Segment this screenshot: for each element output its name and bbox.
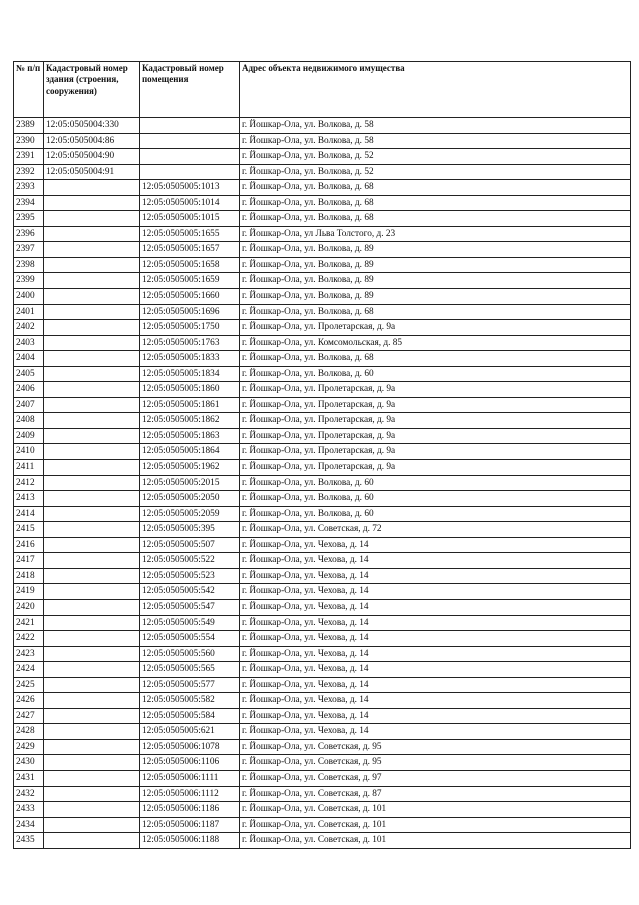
row-number-cell: 2399 xyxy=(14,273,44,289)
row-number-cell: 2435 xyxy=(14,833,44,849)
address-cell: г. Йошкар-Ола, ул. Волкова, д. 60 xyxy=(240,506,631,522)
room-cadastral-cell: 12:05:0505005:523 xyxy=(140,568,240,584)
address-cell: г. Йошкар-Ола, ул. Чехова, д. 14 xyxy=(240,631,631,647)
row-number-cell: 2397 xyxy=(14,242,44,258)
table-body xyxy=(14,118,631,849)
room-cadastral-cell: 12:05:0505006:1111 xyxy=(140,770,240,786)
address-cell: г. Йошкар-Ола, ул. Советская, д. 95 xyxy=(240,755,631,771)
table-row xyxy=(14,397,631,413)
address-cell: г. Йошкар-Ола, ул. Волкова, д. 68 xyxy=(240,304,631,320)
room-cadastral-cell: 12:05:0505005:2050 xyxy=(140,491,240,507)
row-number-cell: 2412 xyxy=(14,475,44,491)
address-cell: г. Йошкар-Ола, ул. Волкова, д. 89 xyxy=(240,257,631,273)
row-number-cell: 2429 xyxy=(14,739,44,755)
building-cadastral-cell xyxy=(44,631,140,647)
room-cadastral-cell: 12:05:0505005:2059 xyxy=(140,506,240,522)
row-number-cell: 2431 xyxy=(14,770,44,786)
room-cadastral-cell xyxy=(140,164,240,180)
row-number-cell: 2400 xyxy=(14,289,44,305)
room-cadastral-cell: 12:05:0505005:1763 xyxy=(140,335,240,351)
building-cadastral-cell xyxy=(44,289,140,305)
building-cadastral-cell xyxy=(44,195,140,211)
table-row xyxy=(14,149,631,165)
address-cell: г. Йошкар-Ола, ул. Пролетарская, д. 9а xyxy=(240,320,631,336)
building-cadastral-cell xyxy=(44,522,140,538)
table-row xyxy=(14,460,631,476)
building-cadastral-cell: 12:05:0505004:86 xyxy=(44,133,140,149)
room-cadastral-cell: 12:05:0505005:547 xyxy=(140,599,240,615)
building-cadastral-cell xyxy=(44,273,140,289)
address-cell: г. Йошкар-Ола, ул. Волкова, д. 68 xyxy=(240,351,631,367)
address-cell: г. Йошкар-Ола, ул. Волкова, д. 60 xyxy=(240,475,631,491)
building-cadastral-cell xyxy=(44,662,140,678)
address-cell: г. Йошкар-Ола, ул. Волкова, д. 89 xyxy=(240,289,631,305)
building-cadastral-cell xyxy=(44,491,140,507)
building-cadastral-cell xyxy=(44,584,140,600)
address-cell: г. Йошкар-Ола, ул. Советская, д. 101 xyxy=(240,833,631,849)
row-number-cell: 2411 xyxy=(14,460,44,476)
table-row xyxy=(14,817,631,833)
table-row xyxy=(14,133,631,149)
address-cell: г. Йошкар-Ола, ул. Волкова, д. 68 xyxy=(240,180,631,196)
row-number-cell: 2396 xyxy=(14,226,44,242)
room-cadastral-cell: 12:05:0505005:542 xyxy=(140,584,240,600)
building-cadastral-cell xyxy=(44,568,140,584)
room-cadastral-cell: 12:05:0505005:1862 xyxy=(140,413,240,429)
room-cadastral-cell: 12:05:0505005:582 xyxy=(140,693,240,709)
room-cadastral-cell: 12:05:0505005:1655 xyxy=(140,226,240,242)
building-cadastral-cell xyxy=(44,180,140,196)
building-cadastral-cell xyxy=(44,304,140,320)
table-row xyxy=(14,615,631,631)
building-cadastral-cell xyxy=(44,320,140,336)
building-cadastral-cell xyxy=(44,817,140,833)
table-row xyxy=(14,599,631,615)
property-registry-table xyxy=(13,61,631,849)
table-row xyxy=(14,211,631,227)
room-cadastral-cell: 12:05:0505006:1188 xyxy=(140,833,240,849)
address-cell: г. Йошкар-Ола, ул. Пролетарская, д. 9а xyxy=(240,382,631,398)
room-cadastral-cell: 12:05:0505005:621 xyxy=(140,724,240,740)
building-cadastral-cell xyxy=(44,739,140,755)
table-row xyxy=(14,428,631,444)
table-row xyxy=(14,553,631,569)
table-row xyxy=(14,289,631,305)
row-number-cell: 2424 xyxy=(14,662,44,678)
building-cadastral-cell xyxy=(44,226,140,242)
row-number-cell: 2421 xyxy=(14,615,44,631)
room-cadastral-cell: 12:05:0505005:1659 xyxy=(140,273,240,289)
room-cadastral-cell: 12:05:0505005:577 xyxy=(140,677,240,693)
row-number-cell: 2398 xyxy=(14,257,44,273)
address-cell: г. Йошкар-Ола, ул. Волкова, д. 58 xyxy=(240,133,631,149)
row-number-cell: 2413 xyxy=(14,491,44,507)
row-number-cell: 2394 xyxy=(14,195,44,211)
room-cadastral-cell: 12:05:0505005:584 xyxy=(140,708,240,724)
address-cell: г. Йошкар-Ола, ул. Чехова, д. 14 xyxy=(240,646,631,662)
row-number-cell: 2419 xyxy=(14,584,44,600)
room-cadastral-cell: 12:05:0505005:554 xyxy=(140,631,240,647)
table-row xyxy=(14,770,631,786)
row-number-cell: 2422 xyxy=(14,631,44,647)
table-row xyxy=(14,273,631,289)
table-row xyxy=(14,491,631,507)
room-cadastral-cell: 12:05:0505006:1112 xyxy=(140,786,240,802)
table-row xyxy=(14,677,631,693)
building-cadastral-cell xyxy=(44,755,140,771)
building-cadastral-cell xyxy=(44,770,140,786)
table-row xyxy=(14,708,631,724)
table-row xyxy=(14,568,631,584)
table-row xyxy=(14,320,631,336)
address-cell: г. Йошкар-Ола, ул. Чехова, д. 14 xyxy=(240,584,631,600)
building-cadastral-cell xyxy=(44,211,140,227)
table-row xyxy=(14,195,631,211)
building-cadastral-cell xyxy=(44,351,140,367)
address-cell: г. Йошкар-Ола, ул. Чехова, д. 14 xyxy=(240,677,631,693)
table-row xyxy=(14,444,631,460)
row-number-cell: 2427 xyxy=(14,708,44,724)
table-row xyxy=(14,646,631,662)
room-cadastral-cell: 12:05:0505005:522 xyxy=(140,553,240,569)
room-cadastral-cell: 12:05:0505005:1833 xyxy=(140,351,240,367)
building-cadastral-cell xyxy=(44,693,140,709)
room-cadastral-cell xyxy=(140,118,240,134)
row-number-cell: 2425 xyxy=(14,677,44,693)
table-row xyxy=(14,739,631,755)
row-number-cell: 2395 xyxy=(14,211,44,227)
row-number-cell: 2393 xyxy=(14,180,44,196)
address-cell: г. Йошкар-Ола, ул. Волкова, д. 68 xyxy=(240,195,631,211)
row-number-cell: 2428 xyxy=(14,724,44,740)
header-row-number: № п/п xyxy=(14,62,44,118)
room-cadastral-cell: 12:05:0505005:1750 xyxy=(140,320,240,336)
row-number-cell: 2420 xyxy=(14,599,44,615)
room-cadastral-cell: 12:05:0505006:1187 xyxy=(140,817,240,833)
room-cadastral-cell: 12:05:0505005:395 xyxy=(140,522,240,538)
row-number-cell: 2407 xyxy=(14,397,44,413)
table-row xyxy=(14,755,631,771)
table-row xyxy=(14,226,631,242)
room-cadastral-cell: 12:05:0505005:1657 xyxy=(140,242,240,258)
address-cell: г. Йошкар-Ола, ул. Волкова, д. 60 xyxy=(240,491,631,507)
table-row xyxy=(14,724,631,740)
building-cadastral-cell xyxy=(44,460,140,476)
address-cell: г. Йошкар-Ола, ул. Чехова, д. 14 xyxy=(240,599,631,615)
building-cadastral-cell xyxy=(44,553,140,569)
row-number-cell: 2418 xyxy=(14,568,44,584)
address-cell: г. Йошкар-Ола, ул. Чехова, д. 14 xyxy=(240,724,631,740)
building-cadastral-cell xyxy=(44,537,140,553)
address-cell: г. Йошкар-Ола, ул Льва Толстого, д. 23 xyxy=(240,226,631,242)
building-cadastral-cell xyxy=(44,615,140,631)
table-row xyxy=(14,118,631,134)
table-row xyxy=(14,257,631,273)
address-cell: г. Йошкар-Ола, ул. Советская, д. 95 xyxy=(240,739,631,755)
table-row xyxy=(14,506,631,522)
row-number-cell: 2403 xyxy=(14,335,44,351)
room-cadastral-cell: 12:05:0505005:1696 xyxy=(140,304,240,320)
room-cadastral-cell: 12:05:0505005:1013 xyxy=(140,180,240,196)
building-cadastral-cell xyxy=(44,677,140,693)
table-row xyxy=(14,475,631,491)
header-room-cadastral: Кадастровый номер помещения xyxy=(140,62,240,118)
row-number-cell: 2432 xyxy=(14,786,44,802)
building-cadastral-cell xyxy=(44,786,140,802)
address-cell: г. Йошкар-Ола, ул. Чехова, д. 14 xyxy=(240,615,631,631)
row-number-cell: 2409 xyxy=(14,428,44,444)
address-cell: г. Йошкар-Ола, ул. Пролетарская, д. 9а xyxy=(240,413,631,429)
room-cadastral-cell xyxy=(140,149,240,165)
room-cadastral-cell: 12:05:0505005:2015 xyxy=(140,475,240,491)
room-cadastral-cell: 12:05:0505005:549 xyxy=(140,615,240,631)
room-cadastral-cell: 12:05:0505005:507 xyxy=(140,537,240,553)
room-cadastral-cell: 12:05:0505005:1864 xyxy=(140,444,240,460)
table-row xyxy=(14,833,631,849)
room-cadastral-cell: 12:05:0505005:1962 xyxy=(140,460,240,476)
address-cell: г. Йошкар-Ола, ул. Волкова, д. 89 xyxy=(240,242,631,258)
row-number-cell: 2415 xyxy=(14,522,44,538)
row-number-cell: 2389 xyxy=(14,118,44,134)
building-cadastral-cell xyxy=(44,413,140,429)
building-cadastral-cell xyxy=(44,724,140,740)
table-row xyxy=(14,786,631,802)
table-row xyxy=(14,537,631,553)
address-cell: г. Йошкар-Ола, ул. Волкова, д. 52 xyxy=(240,149,631,165)
address-cell: г. Йошкар-Ола, ул. Пролетарская, д. 9а xyxy=(240,460,631,476)
address-cell: г. Йошкар-Ола, ул. Советская, д. 72 xyxy=(240,522,631,538)
row-number-cell: 2416 xyxy=(14,537,44,553)
table-row xyxy=(14,242,631,258)
row-number-cell: 2417 xyxy=(14,553,44,569)
address-cell: г. Йошкар-Ола, ул. Пролетарская, д. 9а xyxy=(240,444,631,460)
room-cadastral-cell: 12:05:0505005:1860 xyxy=(140,382,240,398)
building-cadastral-cell xyxy=(44,335,140,351)
address-cell: г. Йошкар-Ола, ул. Советская, д. 101 xyxy=(240,802,631,818)
address-cell: г. Йошкар-Ола, ул. Чехова, д. 14 xyxy=(240,693,631,709)
building-cadastral-cell: 12:05:0505004:91 xyxy=(44,164,140,180)
building-cadastral-cell xyxy=(44,242,140,258)
table-row xyxy=(14,180,631,196)
table-row xyxy=(14,164,631,180)
address-cell: г. Йошкар-Ола, ул. Чехова, д. 14 xyxy=(240,537,631,553)
table-row xyxy=(14,304,631,320)
building-cadastral-cell xyxy=(44,382,140,398)
building-cadastral-cell xyxy=(44,257,140,273)
address-cell: г. Йошкар-Ола, ул. Чехова, д. 14 xyxy=(240,568,631,584)
building-cadastral-cell xyxy=(44,599,140,615)
row-number-cell: 2405 xyxy=(14,366,44,382)
row-number-cell: 2434 xyxy=(14,817,44,833)
address-cell: г. Йошкар-Ола, ул. Пролетарская, д. 9а xyxy=(240,428,631,444)
room-cadastral-cell: 12:05:0505005:1014 xyxy=(140,195,240,211)
row-number-cell: 2392 xyxy=(14,164,44,180)
building-cadastral-cell xyxy=(44,397,140,413)
address-cell: г. Йошкар-Ола, ул. Волкова, д. 52 xyxy=(240,164,631,180)
address-cell: г. Йошкар-Ола, ул. Чехова, д. 14 xyxy=(240,662,631,678)
building-cadastral-cell xyxy=(44,833,140,849)
building-cadastral-cell xyxy=(44,708,140,724)
row-number-cell: 2414 xyxy=(14,506,44,522)
room-cadastral-cell: 12:05:0505006:1078 xyxy=(140,739,240,755)
table-row xyxy=(14,335,631,351)
row-number-cell: 2430 xyxy=(14,755,44,771)
building-cadastral-cell xyxy=(44,428,140,444)
row-number-cell: 2408 xyxy=(14,413,44,429)
building-cadastral-cell: 12:05:0505004:90 xyxy=(44,149,140,165)
building-cadastral-cell xyxy=(44,646,140,662)
address-cell: г. Йошкар-Ола, ул. Волкова, д. 68 xyxy=(240,211,631,227)
row-number-cell: 2433 xyxy=(14,802,44,818)
table-row xyxy=(14,631,631,647)
table-row xyxy=(14,802,631,818)
room-cadastral-cell: 12:05:0505005:565 xyxy=(140,662,240,678)
row-number-cell: 2406 xyxy=(14,382,44,398)
room-cadastral-cell: 12:05:0505006:1106 xyxy=(140,755,240,771)
row-number-cell: 2423 xyxy=(14,646,44,662)
table-header xyxy=(14,62,631,118)
building-cadastral-cell: 12:05:0505004:330 xyxy=(44,118,140,134)
address-cell: г. Йошкар-Ола, ул. Пролетарская, д. 9а xyxy=(240,397,631,413)
header-row xyxy=(14,62,631,118)
table-row xyxy=(14,693,631,709)
address-cell: г. Йошкар-Ола, ул. Волкова, д. 60 xyxy=(240,366,631,382)
address-cell: г. Йошкар-Ола, ул. Советская, д. 87 xyxy=(240,786,631,802)
table-row xyxy=(14,382,631,398)
row-number-cell: 2404 xyxy=(14,351,44,367)
address-cell: г. Йошкар-Ола, ул. Волкова, д. 58 xyxy=(240,118,631,134)
table-row xyxy=(14,662,631,678)
header-address: Адрес объекта недвижимого имущества xyxy=(240,62,631,118)
room-cadastral-cell xyxy=(140,133,240,149)
row-number-cell: 2401 xyxy=(14,304,44,320)
room-cadastral-cell: 12:05:0505005:1861 xyxy=(140,397,240,413)
row-number-cell: 2391 xyxy=(14,149,44,165)
address-cell: г. Йошкар-Ола, ул. Советская, д. 101 xyxy=(240,817,631,833)
room-cadastral-cell: 12:05:0505005:1660 xyxy=(140,289,240,305)
table-row xyxy=(14,522,631,538)
building-cadastral-cell xyxy=(44,802,140,818)
table-row xyxy=(14,351,631,367)
table-row xyxy=(14,413,631,429)
row-number-cell: 2402 xyxy=(14,320,44,336)
row-number-cell: 2426 xyxy=(14,693,44,709)
room-cadastral-cell: 12:05:0505006:1186 xyxy=(140,802,240,818)
row-number-cell: 2410 xyxy=(14,444,44,460)
table-row xyxy=(14,584,631,600)
address-cell: г. Йошкар-Ола, ул. Чехова, д. 14 xyxy=(240,553,631,569)
building-cadastral-cell xyxy=(44,506,140,522)
header-building-cadastral: Кадастровый номер здания (строения, сооружения) xyxy=(44,62,140,118)
room-cadastral-cell: 12:05:0505005:1658 xyxy=(140,257,240,273)
room-cadastral-cell: 12:05:0505005:1834 xyxy=(140,366,240,382)
room-cadastral-cell: 12:05:0505005:1863 xyxy=(140,428,240,444)
building-cadastral-cell xyxy=(44,444,140,460)
address-cell: г. Йошкар-Ола, ул. Советская, д. 97 xyxy=(240,770,631,786)
room-cadastral-cell: 12:05:0505005:560 xyxy=(140,646,240,662)
building-cadastral-cell xyxy=(44,366,140,382)
address-cell: г. Йошкар-Ола, ул. Волкова, д. 89 xyxy=(240,273,631,289)
address-cell: г. Йошкар-Ола, ул. Комсомольская, д. 85 xyxy=(240,335,631,351)
address-cell: г. Йошкар-Ола, ул. Чехова, д. 14 xyxy=(240,708,631,724)
table-row xyxy=(14,366,631,382)
building-cadastral-cell xyxy=(44,475,140,491)
room-cadastral-cell: 12:05:0505005:1015 xyxy=(140,211,240,227)
row-number-cell: 2390 xyxy=(14,133,44,149)
